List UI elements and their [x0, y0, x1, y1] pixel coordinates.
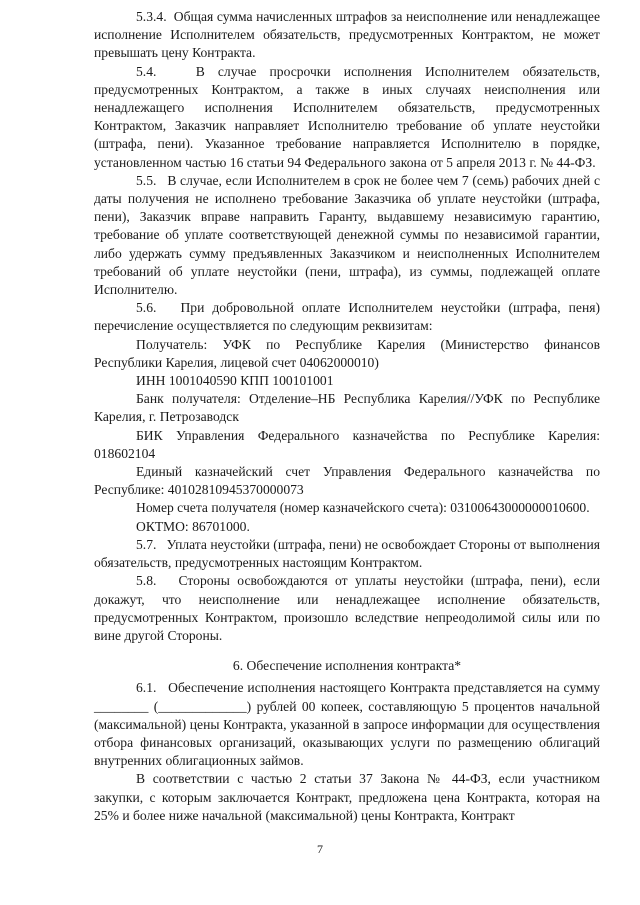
section-6-clauses: [94, 679, 600, 825]
section-6-heading: 6. Обеспечение исполнения контракта*: [232, 658, 462, 674]
clause-5-3-4: 5.3.4. Общая сумма начисленных штрафов за неисполнение или ненадлежащее исполнение Исполнителем обязательств, предусмотренных Контрактом, не может превышать цену Контракта.: [94, 9, 600, 61]
clause-5-7: 5.7. Уплата неустойки (штрафа, пени) не освобождает Стороны от выполнения обязательств, предусмотренных настоящим Контрактом.: [94, 536, 600, 571]
page-number: 7: [317, 842, 323, 856]
clause-5-4: 5.4. В случае просрочки исполнения Исполнителем обязательств, предусмотренных Контрактом, а также в иных случаях неисполнения или ненадлежащего исполнения Исполнителем обязательств, предусмотренных Контрактом, Заказчик направляет Исполнителю требование об уплате неустойки (штрафа, пени). Указанное требование направляется Исполнителю в порядке, установленном частью 16 статьи 94 Федерального закона от 5 апреля 2013 г. № 44-ФЗ.: [94, 63, 600, 170]
clause-5-5: 5.5. В случае, если Исполнителем в срок не более чем 7 (семь) рабочих дней с даты получения не исполнено требование Заказчика об уплате неустойки (штрафа, пени), Заказчик вправе направить Гаранту, выдавшему независимую гарантию, требование об уплате соответствующей денежной суммы по независимой гарантии, либо удержать сумму предъявленных Заказчиком и неисполненных Исполнителем требований об уплате неустойки (пени, штрафа), из суммы, подлежащей оплате Исполнителю.: [94, 172, 600, 298]
requisite-oktmo: ОКТМО: 86701000.: [136, 518, 250, 534]
requisite-treasury-account: Единый казначейский счет Управления Федерального казначейства по Республике: 40102810945370000073: [94, 464, 600, 498]
payment-requisites: [94, 336, 600, 536]
section-5-clauses: [94, 8, 600, 336]
requisite-bank: Банк получателя: Отделение–НБ Республика Карелия//УФК по Республике Карелия, г. Петрозаводск: [94, 391, 600, 425]
requisite-bik: БИК Управления Федерального казначейства по Республике Карелия: 018602104: [94, 427, 600, 461]
clause-5-8: 5.8. Стороны освобождаются от уплаты неустойки (штрафа, пени), если докажут, что неисполнение или ненадлежащее исполнение обязательств, предусмотренных Контрактом, произошло вследствие непреодолимой силы или по вине другой Стороны.: [94, 573, 600, 643]
clause-5-6: 5.6. При добровольной оплате Исполнителем неустойки (штрафа, пеня) перечисление осуществляется по следующим реквизитам:: [94, 300, 600, 334]
section-5-final-clauses: [94, 536, 600, 645]
requisite-recipient: Получатель: УФК по Республике Карелия (Министерство финансов Республики Карелия, лицевой счет 04062000010): [94, 336, 600, 370]
clause-6-1: 6.1. Обеспечение исполнения настоящего Контракта представляется на сумму ________ (_____________) рублей 00 копеек, составляющую 5 процентов начальной (максимальной) цены Контракта, указанной в запросе информации для осуществления отбора финансовых организаций, оказывающих услуги по размещению облигаций внутренних облигационных займов.: [94, 680, 600, 769]
clause-6-1-continuation: В соответствии с частью 2 статьи 37 Закона № 44-ФЗ, если участником закупки, с которым заключается Контракт, предложена цена Контракта, которая на 25% и более ниже начальной (максимальной) цены Контракта, Контракт: [94, 771, 600, 823]
requisite-recipient-account: Номер счета получателя (номер казначейского счета): 03100643000000010600.: [136, 500, 590, 516]
requisite-inn-kpp: ИНН 1001040590 КПП 100101001: [136, 373, 334, 389]
